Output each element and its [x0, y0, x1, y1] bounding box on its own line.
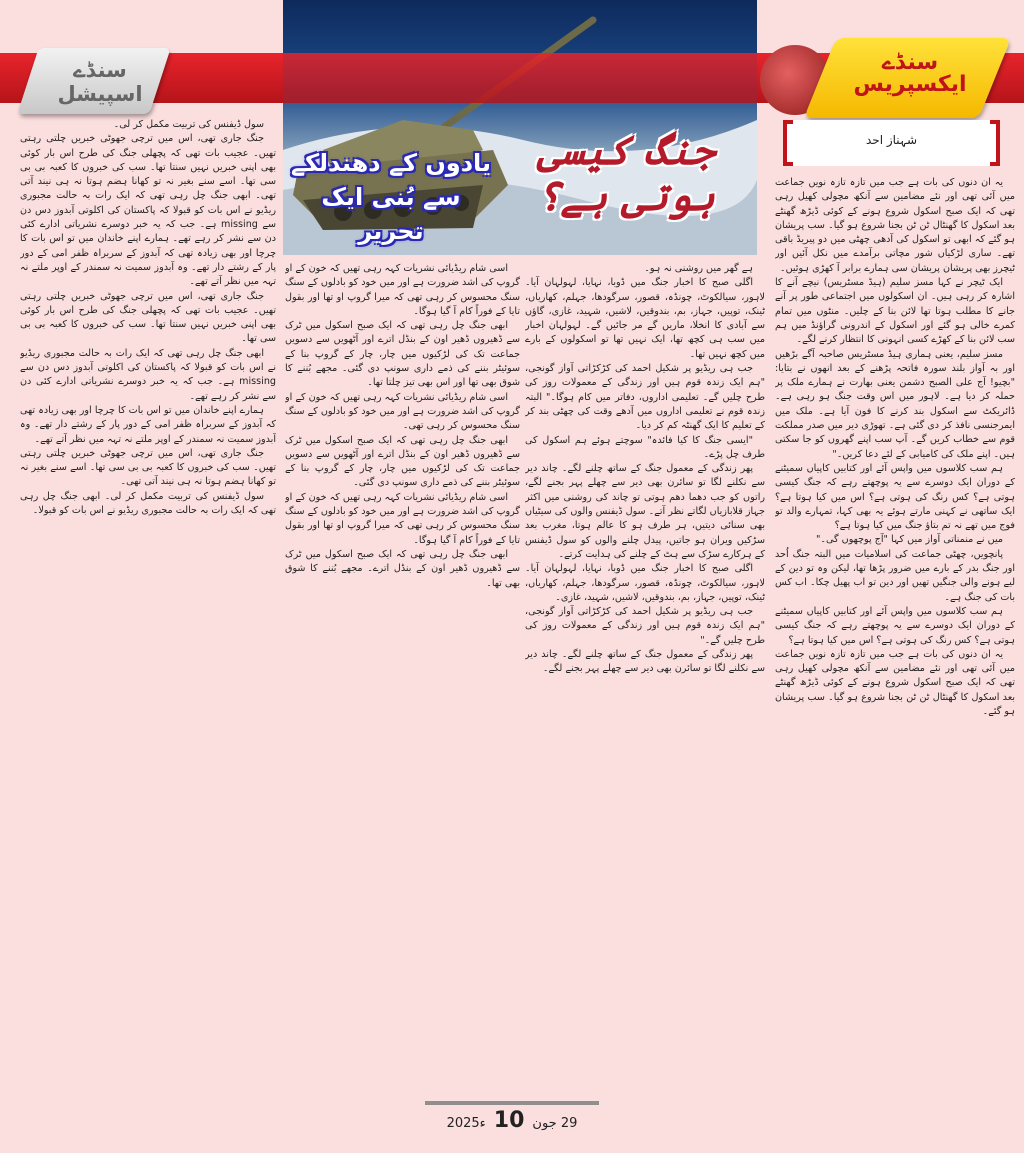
page-number: 10 — [493, 1108, 525, 1133]
article-paragraph: اگلی صبح کا اخبار جنگ میں ڈوبا، نہایا، لہولہان آیا۔ لاہور، سیالکوٹ، چونڈہ، قصور، سرگودھا، جہلم، کھاریاں، ٹینک، توپیں، جہاز، بم، بندوقیں، لاشیں، شہید، غازی۔ — [525, 563, 765, 603]
page-footer — [425, 1108, 599, 1133]
article-paragraph: مسز سلیم، یعنی ہماری ہیڈ مسٹریس صاحبہ آگے بڑھیں اور بہ آواز بلند سورہ فاتحہ پڑھنے کے بعد انھوں نے بتایا: "بچیو! آج علی الصبح دشمن یعنی بھارت نے ہمارے ملک پر حملہ کر دیا ہے۔ لاہور میں اس وقت جنگ ہو رہی ہے۔ ڈائریکٹ سے اسکول بند کرنے کا فون آیا ہے۔ ملک میں ایمرجنسی نافذ کر دی گئی ہے۔ تھوڑی دیر میں صدر مملکت قوم سے خطاب کریں گے۔ آپ سب اپنے گھروں کو جا سکتی ہیں۔ اپنے ملک کی کامیابی کے لئے دعا کریں۔" — [775, 348, 1015, 460]
article-paragraph: سول ڈیفنس کی تربیت مکمل کر لی۔ — [113, 119, 264, 130]
article-paragraph: ابھی جنگ چل رہی تھی کہ ایک صبح اسکول میں ٹرک سے ڈھیروں ڈھیر اون کے بنڈل اترے۔ مجھے بُننے کا شوق بھی تھا۔ — [285, 548, 520, 589]
sunday-express-logo: سنڈے ایکسپریس — [853, 50, 967, 97]
article-column-2 — [525, 262, 765, 1091]
footer-rule — [425, 1101, 599, 1105]
article-paragraph: ابھی جنگ چل رہی تھی کہ ایک صبح اسکول میں ٹرک سے ڈھیروں ڈھیر اون کے بنڈل اترے اور آٹھویں سے دسویں جماعت تک کی لڑکیوں میں چار، چار کے گروپ بنا کے سوئیٹر بننے کی ذمے داری سونپ دی گئی۔ — [285, 434, 520, 489]
article-paragraph: پانچویں، چھٹی جماعت کی اسلامیات میں البتہ جنگ اُحد اور جنگ بدر کے بارے میں ضرور پڑھا تھا، لیکن وہ تو دین کے لیے ہونے والی جنگیں تھیں اور دین تو اب پھیل چکا۔ اب کس بات کی جنگ ہے۔ — [775, 548, 1015, 603]
headline: جنگ کیسی ہوتی ہے؟ — [537, 128, 715, 220]
article-paragraph: جنگ جاری تھی، اس میں ترچی جھوٹی خبریں چلتی رہتی تھیں۔ عجیب بات تھی کہ پچھلی جنگ کی طرح اس بار کوئی بھی اپنی خبریں نہیں سنتا تھا۔ سب کی خبروں کا کعبہ بی بی سی تھا۔ اسے سنے بغیر نہ تو کھانا ہضم ہوتا نہ ہی نیند آتی تھی۔ ابھی جنگ چل رہی تھی کہ ایک رات بہ حالت مجبوری ریڈیو نے اس بات کو قبولا کہ پاکستان کی اکلوتی آبدوز دس دن سے missing ہے۔ جب کہ یہ خبر دوسرے نشریاتی ادارے کئی دن سے نشر کر رہے تھے۔ ہمارے اپنے خاندان میں تو اس بات کا چرچا اور بھی زیادہ تھی کہ آبدوز کے سربراہ ظفر امی کے دور پار کے رشتے دار تھے۔ وہ آبدوز سمیت نہ سمندر کے اوپر ملتے نہ تہہ میں نظر آتے تھے۔ — [20, 133, 276, 288]
article-paragraph: ہم سب کلاسوں میں واپس آئے اور کتابیں کاپیاں سمیٹنے کے دوران ایک دوسرے سے یہ پوچھتے رہے کہ جنگ کیسی ہوتی ہے؟ کس رنگ کی ہوتی ہے؟ اس میں کیا ہوتا ہے؟ — [775, 605, 1015, 646]
article-paragraph: جنگ جاری تھی، اس میں ترچی جھوٹی خبریں چلتی رہتی تھیں۔ سب کی خبروں کا کعبہ بی بی سی تھا۔ اسے سنے بغیر نہ تو کھانا ہضم ہوتا نہ ہی نیند آتی تھی۔ — [20, 447, 276, 488]
article-paragraph: ہم سب کلاسوں میں واپس آئے اور کتابیں کاپیاں سمیٹنے کے دوران ایک دوسرے سے یہ پوچھتے رہے کہ جنگ کیسی ہوتی ہے؟ کس رنگ کی ہوتی ہے؟ اس میں کیا ہوتا ہے؟ ایک ساتھی نے کہنی مارتے ہوئے یہ بھی کہا، تمہارے والد تو فوج میں تھے نہ تم بتاؤ جنگ میں کیا ہوتا ہے؟ — [775, 462, 1015, 532]
article-paragraph: اسی شام ریڈیائی نشریات کہہ رہی تھیں کہ خون کے او گروپ کی اشد ضرورت ہے اور میں خود کو بادلوں کے سنگ سنگ محسوس کر رہی تھی کہ میرا گروپ او تھا اور بقول تایا کے فوراً کام آ گیا ہوگا۔ — [285, 491, 520, 546]
article-paragraph: ہمارے اپنے خاندان میں تو اس بات کا چرچا اور بھی زیادہ تھی کہ آبدوز کے سربراہ ظفر امی کے دور پار کے رشتے دار تھے۔ وہ آبدوز سمیت نہ سمندر کے اوپر ملتے نہ تہہ میں نظر آتے تھے۔ — [20, 404, 276, 445]
article-paragraph: جب ہی ریڈیو پر شکیل احمد کی کڑکڑاتی آواز گونجی، "ہم ایک زندہ قوم ہیں اور زندگی کے معمولات روز کی طرح چلیں گے۔ تعلیمی اداروں، دفاتر میں کام ہوگا۔" البتہ زندہ قوم نے تعلیمی اداروں میں آدھے وقت کی چھٹی بند کر کے تعلیم کا ایک گھنٹہ کم کر دیا۔ — [525, 363, 765, 432]
article-paragraph: ایک ٹیچر نے کہا مسز سلیم (ہیڈ مسٹریس) نیچے آنے کا اشارہ کر رہی ہیں۔ ان اسکولوں میں اجتماعی طور پر آنے جانے کا مطلب ہوتا تھا لائن بنا کے چلیں۔ منٹوں میں تمام کمرے خالی ہو گئے اور اسکول کے اندرونی گراؤنڈ میں ہم سب لائن بنا کے کھڑے کسی انہونی کا انتظار کرنے لگے۔ — [775, 277, 1015, 346]
article-paragraph: ہے گھر میں روشنی نہ ہو۔ — [644, 263, 753, 274]
header-band-center — [283, 53, 757, 103]
article-paragraph: اسی شام ریڈیائی نشریات کہہ رہی تھیں کہ خون کے او گروپ کی اشد ضرورت ہے اور میں خود کو بادلوں کے سنگ سنگ محسوس کر رہی تھی کہ میرا گروپ او تھا اور بقول تایا کے فوراً کام آ گیا ہوگا۔ — [285, 263, 520, 317]
article-paragraph: یہ ان دنوں کی بات ہے جب میں تازہ تازہ نویں جماعت میں آئی تھی اور نئے مضامین سے آنکھ مچولی کھیل رہی تھی کہ ایک صبح اسکول شروع ہونے کے کوئی ڈیڑھ گھنٹے بعد اسکول کا گھنٹال ٹن ٹن بجنا شروع ہو گیا۔ سب پریشان ہو گئے۔ — [775, 648, 1015, 717]
article-paragraph: پھر زندگی کے معمول جنگ کے ساتھ چلنے لگے۔ چاند دیر سے نکلنے لگا تو سائرن بھی دیر سے چھلے پہر بجنے لگے۔ — [525, 649, 765, 675]
footer-date: 29 جون — [532, 1116, 578, 1131]
article-paragraph: پھر زندگی کے معمول جنگ کے ساتھ چلنے لگے۔ چاند دیر سے نکلنے لگا تو سائرن بھی دیر سے چھلے پہر بجنے لگے، راتوں کو جب دھما دھم ہوتی تو چاند کی روشنی میں اکثر جہاز قلابازیاں لگاتے نظر آتے۔ سول ڈیفنس والوں کی سیٹیاں بھی سنائی دیتیں، ہر طرف ہو کا عالم ہوتا، مغرب بعد سڑکیں ویران ہو جاتیں، پیدل چلنے والوں کو سول ڈیفنس کے ہرکارے سڑک سے ہٹ کے چلنے کی ہدایت کرتے۔ — [525, 463, 765, 560]
article-paragraph: سول ڈیفنس کی تربیت مکمل کر لی۔ ابھی جنگ چل رہی تھی کہ ایک رات بہ حالت مجبوری ریڈیو نے اس بات کو قبولا۔ — [20, 490, 276, 517]
section-tag: سنڈے اسپیشل — [57, 58, 143, 106]
article-paragraph: جنگ جاری تھی، اس میں ترچی جھوٹی خبریں چلتی رہتی تھیں۔ عجیب بات تھی کہ پچھلی جنگ کی طرح اس بار کوئی بھی اپنی خبریں نہیں سنتا تھا۔ سب کی خبروں کا کعبہ بی بی سی تھا۔ — [20, 290, 276, 345]
article-paragraph: ابھی جنگ چل رہی تھی کہ ایک صبح اسکول میں ٹرک سے ڈھیروں ڈھیر اون کے بنڈل اترے اور آٹھویں سے دسویں جماعت تک کی لڑکیوں میں چار، چار کے گروپ بنا کے سوئیٹر بننے کی ذمے داری سونپ دی گئی۔ مجھے بُننے کا شوق بھی تھا اور اس بھی تیز چلتا تھا۔ — [285, 320, 520, 389]
article-paragraph: یہ ان دنوں کی بات ہے جب میں تازہ تازہ نویں جماعت میں آئی تھی اور نئے مضامین سے آنکھ مچولی کھیل رہی تھی کہ ایک صبح اسکول شروع ہونے کے کوئی ڈیڑھ گھنٹے بعد اسکول کا گھنٹال ٹن ٹن بجنا شروع ہو گیا۔ سب پریشان ہو گئے کہ ابھی تو اسکول کی آدھی چھٹی میں دو پیریڈ باقی تھے۔ ساری لڑکیاں شور مچاتی برآمدے میں نکل آئیں اور ٹیچرز بھی پریشان پریشان سی ہمارے برابر آ کھڑی ہوئیں۔ — [775, 177, 1015, 274]
footer-year: 2025ء — [446, 1116, 486, 1131]
article-paragraph: ابھی جنگ چل رہی تھی کہ ایک رات بہ حالت مجبوری ریڈیو نے اس بات کو قبولا کہ پاکستان کی اکلوتی آبدوز دس دن سے missing ہے۔ جب کہ یہ خبر دوسرے نشریاتی ادارے کئی دن سے نشر کر رہے تھے۔ — [20, 347, 276, 402]
article-paragraph: اگلی صبح کا اخبار جنگ میں ڈوبا، نہایا، لہولہان آیا۔ لاہور، سیالکوٹ، چونڈہ، قصور، سرگودھا، جہلم، کھاریاں، ٹینک، توپیں، جہاز، بم، بندوقیں، لاشیں، شہید، غازی، گاؤں سے آبادی کا انخلا، ماریں گے مر جائیں گے۔ لہولہان اخبار میں سب ہی کچھ تھا، ایک نہیں تھا تو اسکولوں کے بارے میں کچھ نہیں تھا۔ — [525, 277, 765, 360]
article-paragraph: اسی شام ریڈیائی نشریات کہہ رہی تھیں کہ خون کے او گروپ کی اشد ضرورت ہے اور میں خود کو بادلوں کے سنگ سنگ محسوس کر رہی تھی۔ — [285, 391, 520, 432]
subheadline: یادوں کے دھندلکے سے بُنی ایک تحریر — [290, 149, 492, 245]
article-column-3 — [285, 262, 520, 1091]
article-paragraph: میں نے منمناتی آواز میں کہا "آج پوچھوں گی۔" — [816, 534, 1003, 546]
article-column-4 — [20, 118, 276, 1091]
article-paragraph: "ایسی جنگ کا کیا فائدہ" سوچتے ہوئے ہم اسکول کی طرف چل پڑے۔ — [525, 434, 765, 460]
article-paragraph: جب ہی ریڈیو پر شکیل احمد کی کڑکڑاتی آواز گونجی، "ہم ایک زندہ قوم ہیں اور زندگی کے معمولات روز کی طرح چلیں گے۔" — [525, 606, 765, 646]
article-column-1 — [775, 176, 1015, 1091]
author-name: شہناز احد — [865, 133, 918, 147]
